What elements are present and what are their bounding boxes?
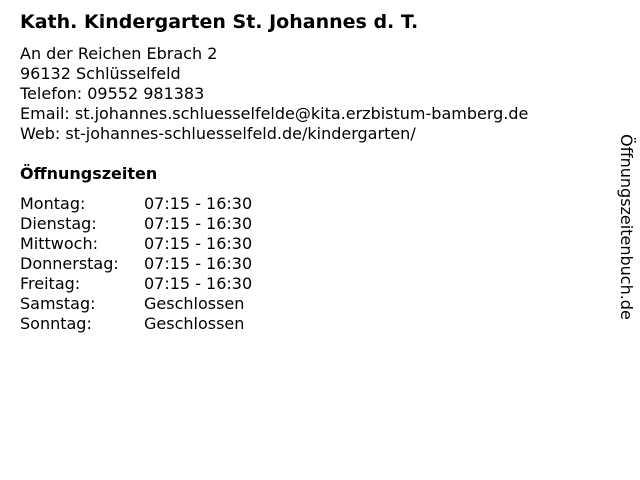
- phone-number: Telefon: 09552 981383: [20, 84, 205, 103]
- time-value: Geschlossen: [144, 294, 245, 313]
- day-label: Montag:: [20, 194, 86, 213]
- time-value: 07:15 - 16:30: [144, 254, 253, 273]
- street-address: An der Reichen Ebrach 2: [20, 44, 218, 63]
- time-value: 07:15 - 16:30: [144, 274, 253, 293]
- website-url: Web: st-johannes-schluesselfeld.de/kindergarten/: [20, 124, 416, 143]
- day-label: Sonntag:: [20, 314, 92, 333]
- day-label: Freitag:: [20, 274, 81, 293]
- day-label: Dienstag:: [20, 214, 97, 233]
- contact-block: [20, 44, 528, 144]
- time-value: 07:15 - 16:30: [144, 234, 253, 253]
- kindergarten-title: Kath. Kindergarten St. Johannes d. T.: [20, 11, 419, 33]
- time-value: 07:15 - 16:30: [144, 194, 253, 213]
- postal-city: 96132 Schlüsselfeld: [20, 64, 181, 83]
- time-value: Geschlossen: [144, 314, 245, 333]
- email-address: Email: st.johannes.schluesselfelde@kita.erzbistum-bamberg.de: [20, 104, 529, 123]
- time-value: 07:15 - 16:30: [144, 214, 253, 233]
- opening-hours-heading: Öffnungszeiten: [20, 164, 158, 183]
- source-watermark-label: Öffnungszeitenbuch.de: [617, 134, 636, 320]
- day-label: Samstag:: [20, 294, 96, 313]
- day-label: Mittwoch:: [20, 234, 98, 253]
- day-label: Donnerstag:: [20, 254, 119, 273]
